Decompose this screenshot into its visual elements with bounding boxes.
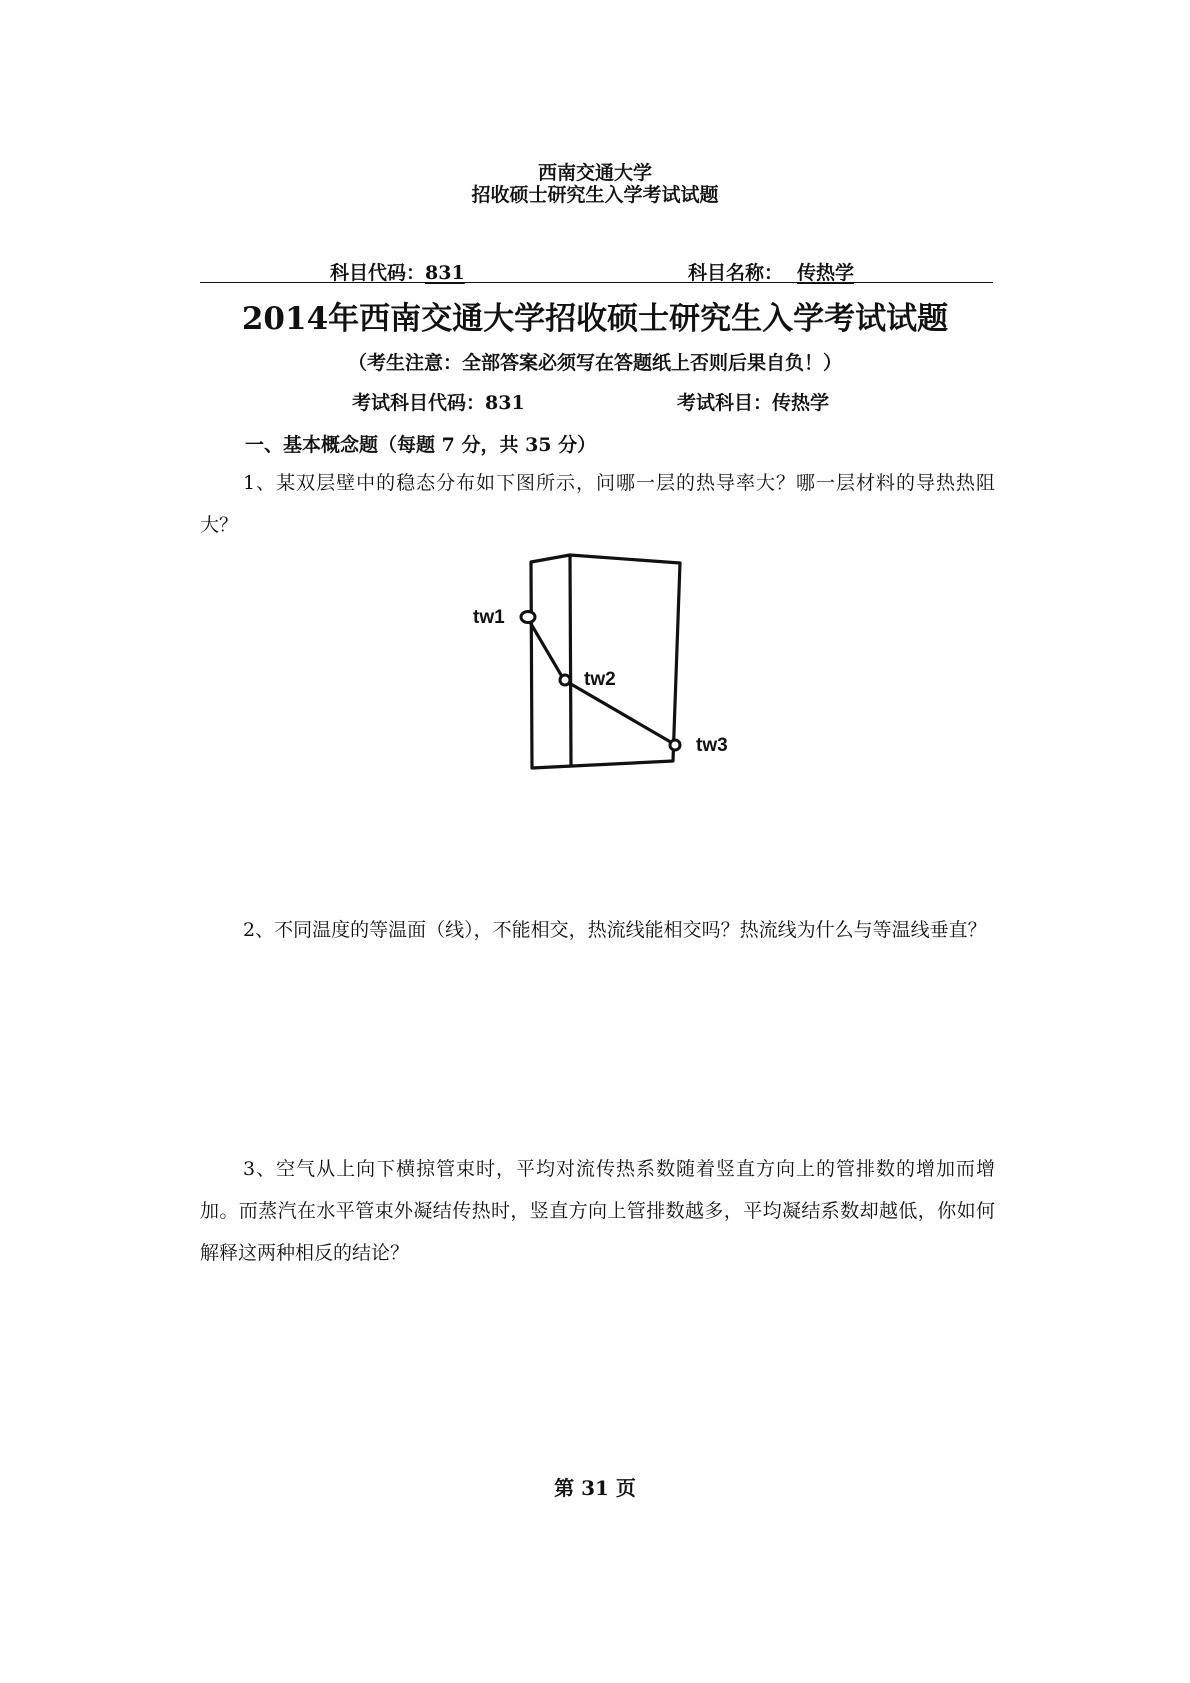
subject-name-label: 科目名称： (688, 262, 784, 284)
header-divider (200, 282, 993, 283)
wall-temperature-figure (440, 545, 728, 785)
exam-header-title: 招收硕士研究生入学考试试题 (471, 184, 719, 206)
tw3-label: tw3 (696, 735, 728, 756)
subject-code-row (330, 258, 465, 285)
layer-interface (570, 555, 571, 765)
tw2-point (560, 675, 570, 685)
exam-notice: （考生注意：全部答案必须写在答题纸上否则后果自负！） (347, 352, 842, 374)
question-3: 3、空气从上向下横掠管束时，平均对流传热系数随着竖直方向上的管排数的增加而增 加。而蒸汽在水平管束外凝结传热时，竖直方向上管排数越多，平均凝结系数却越低，你如何解释这两种相反的结论？ (200, 1158, 995, 1264)
page-number: 第 31 页 (554, 1476, 636, 1500)
question-2: 2、不同温度的等温面（线），不能相交，热流线能相交吗？热流线为什么与等温线垂直？ (243, 919, 987, 941)
subject-name-row (688, 258, 864, 285)
exam-code-text: 考试科目代码：831 (352, 392, 525, 414)
tw2-label: tw2 (584, 669, 616, 690)
subject-name-value: 传热学 (797, 262, 855, 284)
tw1-label: tw1 (473, 607, 505, 628)
subject-code-value: 831 (425, 262, 465, 284)
subject-code-label: 科目代码： (330, 262, 426, 284)
tw1-point (521, 612, 535, 623)
exam-subject-text: 考试科目：传热学 (677, 392, 830, 414)
section-heading: 一、基本概念题（每题 7 分，共 35 分） (245, 434, 597, 456)
university-name: 西南交通大学 (537, 162, 652, 184)
tw3-point (670, 740, 680, 750)
page-title: 2014年西南交通大学招收硕士研究生入学考试试题 (241, 301, 949, 337)
question-1: 1、某双层壁中的稳态分布如下图所示，问哪一层的热导率大？哪一层材料的导热热阻大？ (200, 472, 995, 536)
